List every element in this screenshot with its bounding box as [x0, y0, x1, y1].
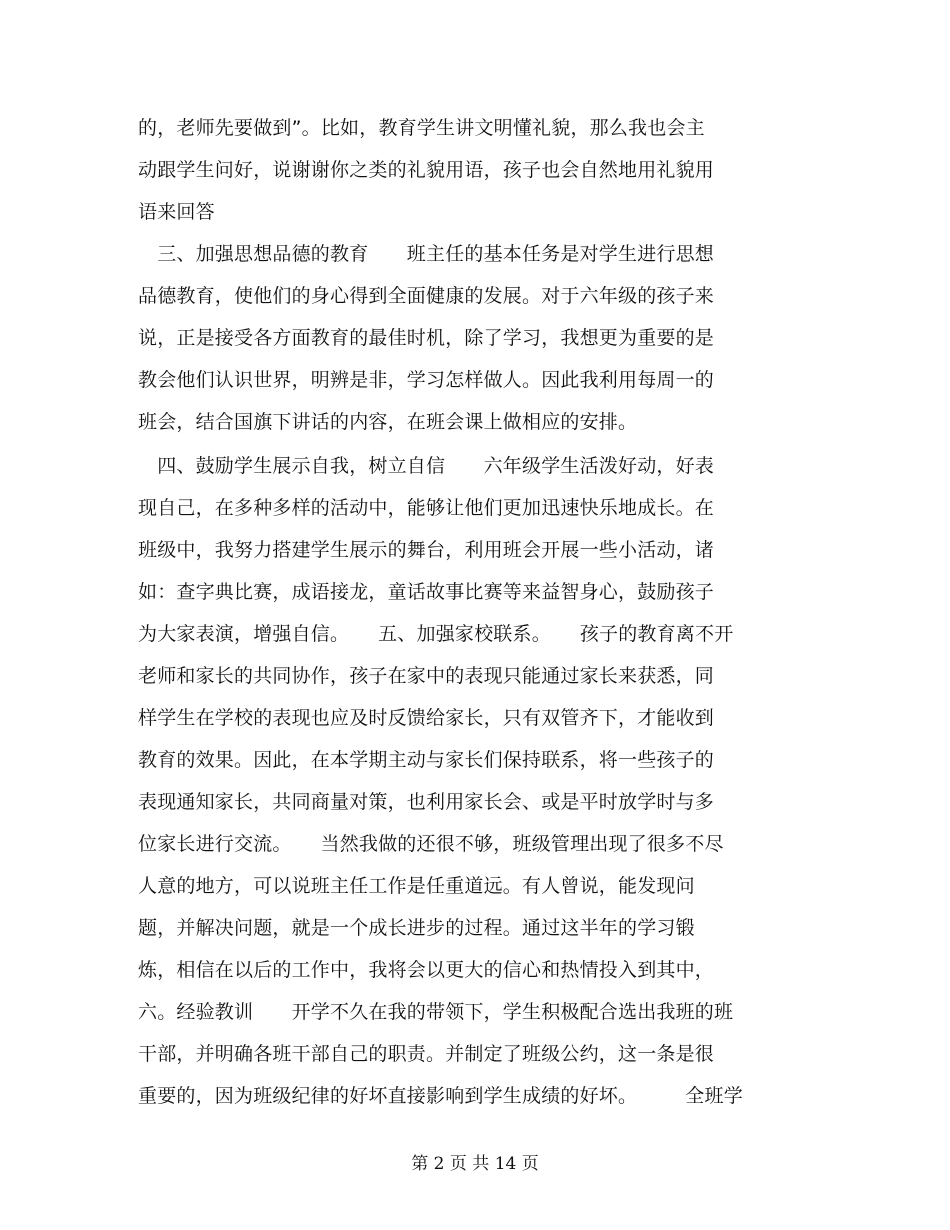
text-line: 表现通知家长，共同商量对策，也利用家长会、或是平时放学时与多: [138, 791, 715, 813]
text-line: 人意的地方，可以说班主任工作是任重道远。有人曾说，能发现问: [138, 875, 695, 897]
text-line: 炼，相信在以后的工作中，我将会以更大的信心和热情投入到其中，: [138, 959, 715, 981]
text-line: 题，并解决问题，就是一个成长进步的过程。通过这半年的学习锻: [138, 917, 695, 939]
text-line: 干部，并明确各班干部自己的职责。并制定了班级公约，这一条是很: [138, 1043, 715, 1065]
text-line: 四、鼓励学生展示自我，树立自信 六年级学生活泼好动，好表: [138, 455, 715, 477]
page-number: 第 2 页 共 14 页: [411, 1154, 539, 1174]
text-line: 语来回答: [138, 201, 215, 223]
text-line: 说，正是接受各方面教育的最佳时机，除了学习，我想更为重要的是: [138, 327, 715, 349]
text-line: 品德教育，使他们的身心得到全面健康的发展。对于六年级的孩子来: [138, 285, 715, 307]
text-line: 教会他们认识世界，明辨是非，学习怎样做人。因此我利用每周一的: [138, 369, 715, 391]
text-line: 如：查字典比赛，成语接龙，童话故事比赛等来益智身心，鼓励孩子: [138, 581, 715, 603]
text-line: 动跟学生问好，说谢谢你之类的礼貌用语，孩子也会自然地用礼貌用: [138, 159, 715, 181]
text-line: 样学生在学校的表现也应及时反馈给家长，只有双管齐下，才能收到: [138, 707, 715, 729]
text-line: 三、加强思想品德的教育 班主任的基本任务是对学生进行思想: [138, 243, 715, 265]
text-line: 六。经验教训 开学不久在我的带领下，学生积极配合选出我班的班: [138, 1001, 734, 1023]
text-line: 教育的效果。因此，在本学期主动与家长们保持联系，将一些孩子的: [138, 749, 715, 771]
text-line: 班会，结合国旗下讲话的内容，在班会课上做相应的安排。: [138, 411, 638, 433]
text-line: 的，老师先要做到”。比如，教育学生讲文明懂礼貌，那么我也会主: [138, 117, 705, 139]
text-line: 老师和家长的共同协作，孩子在家中的表现只能通过家长来获悉，同: [138, 665, 715, 687]
text-line: 位家长进行交流。 当然我做的还很不够，班级管理出现了很多不尽: [138, 833, 724, 855]
text-line: 为大家表演，增强自信。 五、加强家校联系。 孩子的教育离不开: [138, 623, 734, 645]
text-line: 现自己，在多种多样的活动中，能够让他们更加迅速快乐地成长。在: [138, 497, 715, 519]
text-line: 班级中，我努力搭建学生展示的舞台，利用班会开展一些小活动，诸: [138, 539, 715, 561]
text-line: 重要的，因为班级纪律的好坏直接影响到学生成绩的好坏。 全班学: [138, 1085, 743, 1107]
